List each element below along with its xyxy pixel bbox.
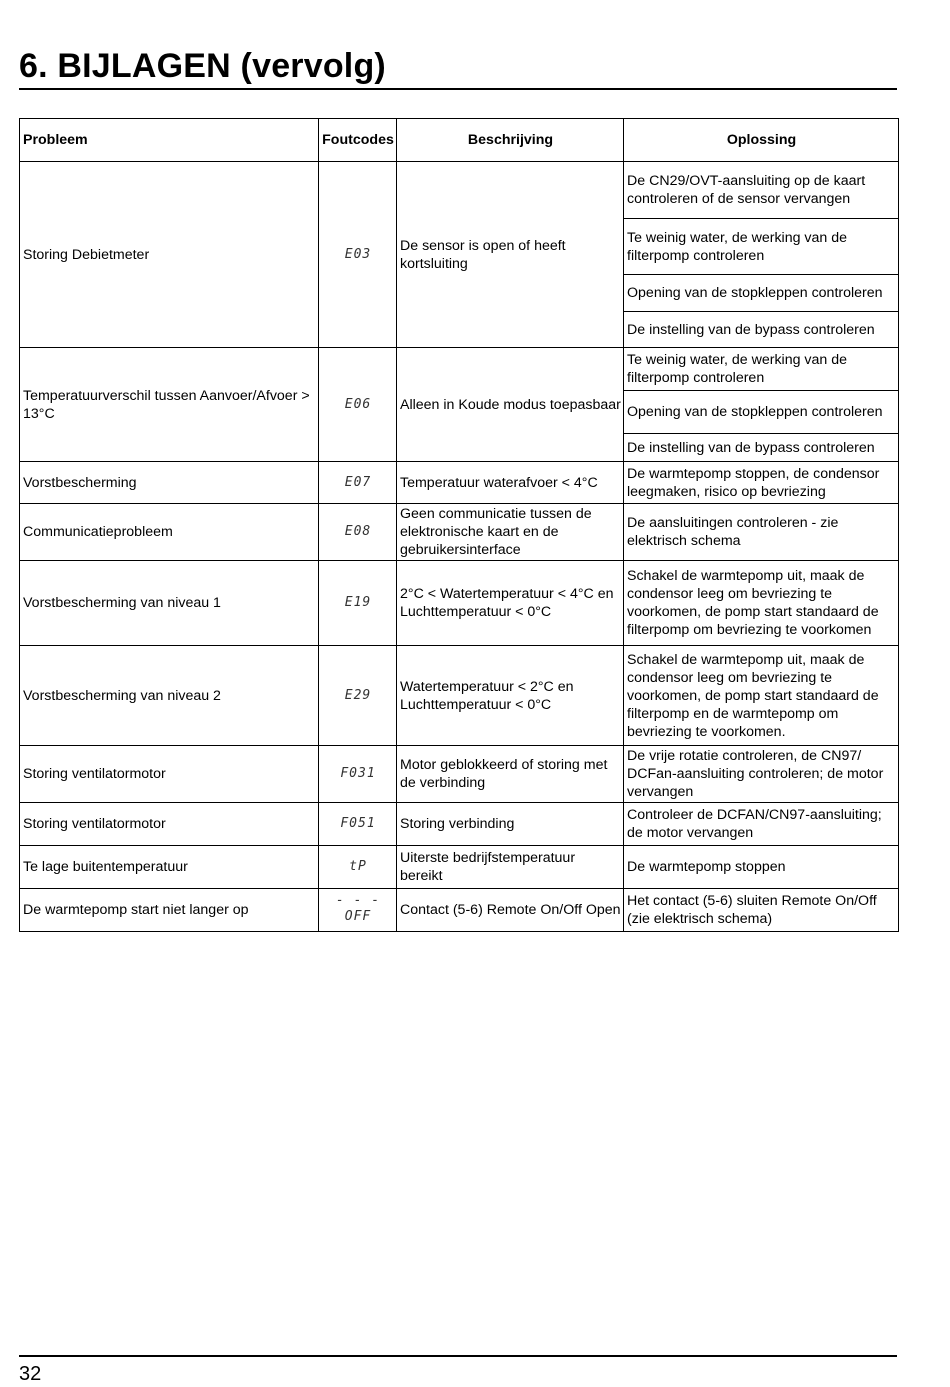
solution-cell: Controleer de DCFAN/CN97-aansluiting; de motor vervangen [624,803,899,846]
error-code: F031 [319,746,397,803]
error-code: E03 [319,162,397,348]
table-row [20,162,899,219]
solution-cell: De instelling van de bypass controleren [624,312,899,348]
description-cell: Motor geblokkeerd of storing met de verbinding [397,746,624,803]
solution-cell: De warmtepomp stoppen, de condensor leegmaken, risico op bevriezing [624,462,899,504]
footer-divider [19,1355,897,1357]
error-code: E19 [319,561,397,646]
error-code-off [319,889,397,932]
header-problem: Probleem [20,119,319,162]
solution-cell: Te weinig water, de werking van de filterpomp controleren [624,219,899,275]
problem-cell: Vorstbescherming van niveau 1 [20,561,319,646]
description-cell: Geen communicatie tussen de elektronische kaart en de gebruikersinterface [397,504,624,561]
solution-cell: Opening van de stopkleppen controleren [624,391,899,434]
table-row [20,846,899,889]
page-title: 6. BIJLAGEN (vervolg) [19,47,386,85]
table-row [20,746,899,803]
header-solution: Oplossing [624,119,899,162]
error-code: E07 [319,462,397,504]
problem-cell: Vorstbescherming van niveau 2 [20,646,319,746]
table-row [20,348,899,391]
problem-cell: Vorstbescherming [20,462,319,504]
table-row [20,803,899,846]
problem-cell: Storing ventilatormotor [20,746,319,803]
error-code: E29 [319,646,397,746]
description-cell: Watertemperatuur < 2°C en Luchttemperatuur < 0°C [397,646,624,746]
error-code: tP [319,846,397,889]
description-cell: Temperatuur waterafvoer < 4°C [397,462,624,504]
solution-cell: Te weinig water, de werking van de filterpomp controleren [624,348,899,391]
solution-cell: Schakel de warmtepomp uit, maak de condensor leeg om bevriezing te voorkomen, de pomp start standaard de filterpomp en de warmtepomp om bevriezing te voorkomen. [624,646,899,746]
error-code: E08 [319,504,397,561]
error-code: F051 [319,803,397,846]
description-cell: Uiterste bedrijfstemperatuur bereikt [397,846,624,889]
solution-cell: Schakel de warmtepomp uit, maak de condensor leeg om bevriezing te voorkomen, de pomp start standaard de filterpomp om bevriezing te voorkomen [624,561,899,646]
problem-cell: Communicatieprobleem [20,504,319,561]
description-cell: Contact (5-6) Remote On/Off Open [397,889,624,932]
problem-cell: De warmtepomp start niet langer op [20,889,319,932]
table-row [20,889,899,932]
error-code: OFF [344,909,372,924]
page-number: 32 [19,1363,42,1385]
description-cell: Alleen in Koude modus toepasbaar [397,348,624,462]
problem-cell: Storing Debietmeter [20,162,319,348]
table-header-row [20,119,899,162]
solution-cell: Het contact (5-6) sluiten Remote On/Off (zie elektrisch schema) [624,889,899,932]
troubleshooting-table [19,118,899,932]
error-code-dashes: - - - [335,893,381,908]
problem-cell: Temperatuurverschil tussen Aanvoer/Afvoer > 13°C [20,348,319,462]
header-code: Foutcodes [319,119,397,162]
description-cell: Storing verbinding [397,803,624,846]
solution-cell: De warmtepomp stoppen [624,846,899,889]
solution-cell: De vrije rotatie controleren, de CN97/ DCFan-aansluiting controleren; de motor vervangen [624,746,899,803]
table-row [20,462,899,504]
solution-cell: De instelling van de bypass controleren [624,434,899,462]
table-row [20,561,899,646]
header-description: Beschrijving [397,119,624,162]
title-divider [19,88,897,90]
solution-cell: De aansluitingen controleren - zie elektrisch schema [624,504,899,561]
description-cell: De sensor is open of heeft kortsluiting [397,162,624,348]
problem-cell: Storing ventilatormotor [20,803,319,846]
solution-cell: De CN29/OVT-aansluiting op de kaart controleren of de sensor vervangen [624,162,899,219]
problem-cell: Te lage buitentemperatuur [20,846,319,889]
table-row [20,504,899,561]
table-row [20,646,899,746]
solution-cell: Opening van de stopkleppen controleren [624,275,899,312]
error-code: E06 [319,348,397,462]
description-cell: 2°C < Watertemperatuur < 4°C en Luchttemperatuur < 0°C [397,561,624,646]
